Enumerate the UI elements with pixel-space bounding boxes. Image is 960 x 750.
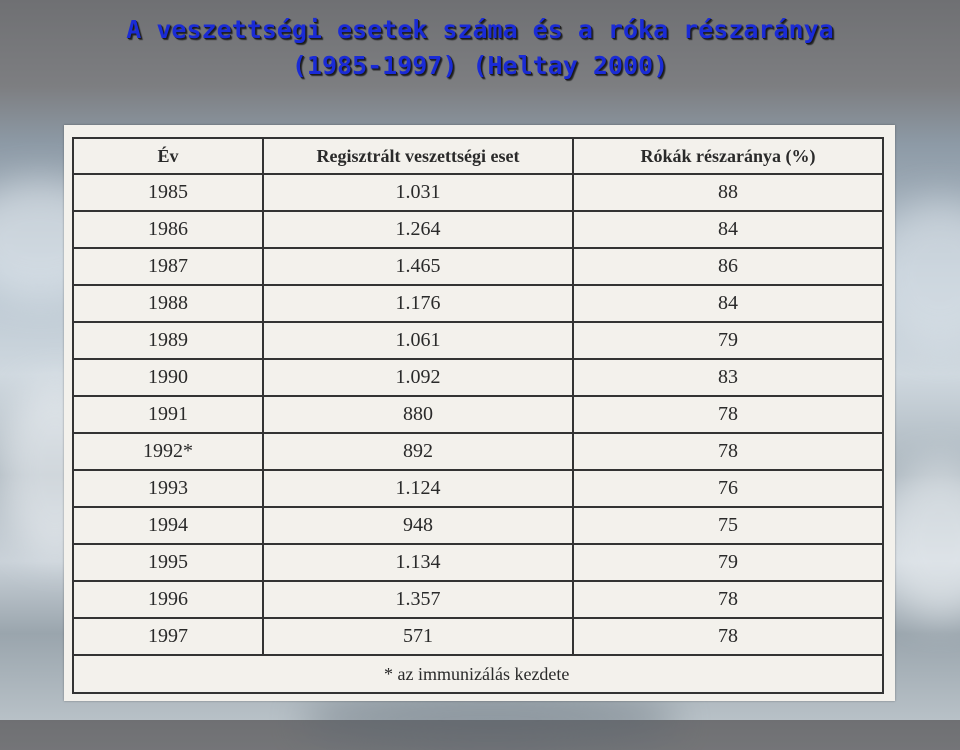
cell-year: 1986 <box>73 211 263 248</box>
cell-fox-share: 78 <box>573 581 883 618</box>
cell-year: 1988 <box>73 285 263 322</box>
cell-fox-share: 75 <box>573 507 883 544</box>
table-row <box>73 359 883 396</box>
cell-year: 1985 <box>73 174 263 211</box>
cell-cases: 948 <box>263 507 573 544</box>
table-row <box>73 433 883 470</box>
cell-year: 1993 <box>73 470 263 507</box>
cell-year: 1994 <box>73 507 263 544</box>
slide-title-line-1: A veszettségi esetek száma és a róka részaránya <box>126 15 834 44</box>
cell-cases: 1.061 <box>263 322 573 359</box>
cell-year: 1997 <box>73 618 263 655</box>
cell-year: 1989 <box>73 322 263 359</box>
table-row <box>73 470 883 507</box>
cell-cases: 571 <box>263 618 573 655</box>
footnote-cell <box>73 655 883 693</box>
table-row <box>73 174 883 211</box>
header-cases: Regisztrált veszettségi eset <box>263 138 573 174</box>
cell-cases: 880 <box>263 396 573 433</box>
cell-fox-share: 86 <box>573 248 883 285</box>
cell-year: 1990 <box>73 359 263 396</box>
cell-fox-share: 79 <box>573 544 883 581</box>
table-row <box>73 618 883 655</box>
table-row <box>73 322 883 359</box>
footnote-text: * az immunizálás kezdete <box>384 663 570 684</box>
cell-fox-share: 78 <box>573 433 883 470</box>
cell-fox-share: 78 <box>573 618 883 655</box>
header-year: Év <box>73 138 263 174</box>
table-body <box>73 174 883 693</box>
cell-cases: 892 <box>263 433 573 470</box>
table-row <box>73 248 883 285</box>
table-header-row <box>73 138 883 174</box>
table-row <box>73 211 883 248</box>
footnote-row <box>73 655 883 693</box>
cell-fox-share: 83 <box>573 359 883 396</box>
cell-fox-share: 79 <box>573 322 883 359</box>
cell-fox-share: 76 <box>573 470 883 507</box>
slide-title <box>0 12 960 84</box>
cell-fox-share: 84 <box>573 285 883 322</box>
cell-year: 1991 <box>73 396 263 433</box>
cell-fox-share: 88 <box>573 174 883 211</box>
table-row <box>73 285 883 322</box>
cell-fox-share: 84 <box>573 211 883 248</box>
table-row <box>73 544 883 581</box>
table-row <box>73 507 883 544</box>
cell-cases: 1.031 <box>263 174 573 211</box>
cell-cases: 1.124 <box>263 470 573 507</box>
header-fox-share: Rókák részaránya (%) <box>573 138 883 174</box>
cell-cases: 1.465 <box>263 248 573 285</box>
cell-cases: 1.092 <box>263 359 573 396</box>
rabies-table <box>72 137 884 694</box>
cell-year: 1992* <box>73 433 263 470</box>
cell-cases: 1.357 <box>263 581 573 618</box>
cell-cases: 1.264 <box>263 211 573 248</box>
cell-fox-share: 78 <box>573 396 883 433</box>
cell-year: 1995 <box>73 544 263 581</box>
table-row <box>73 581 883 618</box>
table-row <box>73 396 883 433</box>
scanned-table-image <box>64 125 895 701</box>
cell-cases: 1.134 <box>263 544 573 581</box>
cell-year: 1987 <box>73 248 263 285</box>
slide-title-line-2: (1985-1997) (Heltay 2000) <box>291 51 669 80</box>
cell-cases: 1.176 <box>263 285 573 322</box>
cell-year: 1996 <box>73 581 263 618</box>
